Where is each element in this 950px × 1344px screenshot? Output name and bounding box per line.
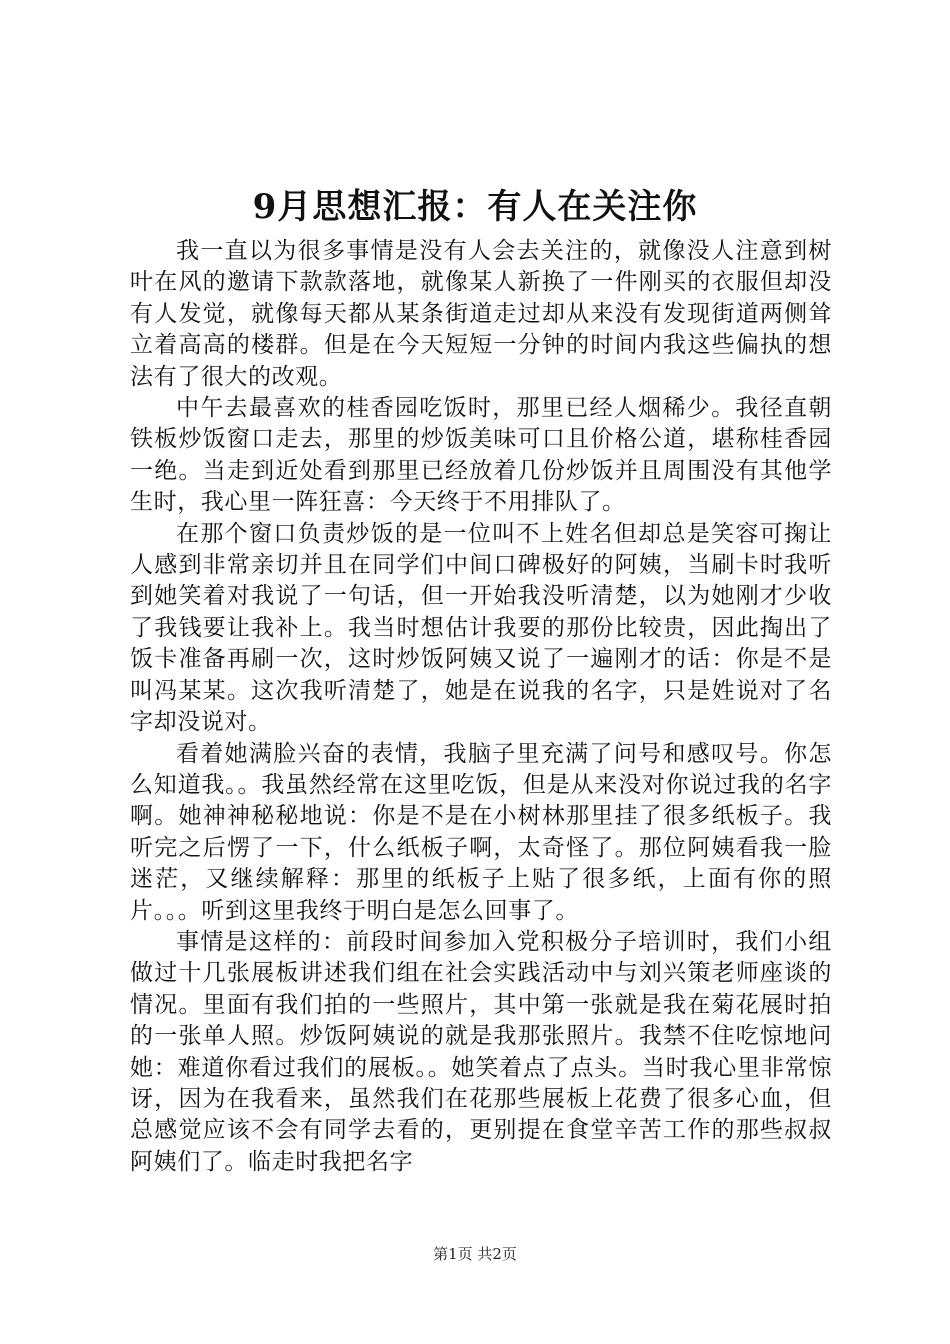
paragraph-3: 在那个窗口负责炒饭的是一位叫不上姓名但却总是笑容可掬让人感到非常亲切并且在同学们中间口碑极好的阿姨，当刷卡时我听到她笑着对我说了一句话，但一开始我没听清楚，以为她刚才少收了我钱要让我补上。我当时想估计我要的那份比较贵，因此掏出了饭卡准备再刷一次，这时炒饭阿姨又说了一遍刚才的话：你是不是叫冯某某。这次我听清楚了，她是在说我的名字，只是姓说对了名字却没说对。 (130, 520, 832, 736)
document-title: 9月思想汇报：有人在关注你 (252, 187, 698, 227)
document-body (130, 236, 832, 1178)
paragraph-5: 事情是这样的：前段时间参加入党积极分子培训时，我们小组做过十几张展板讲述我们组在社会实践活动中与刘兴策老师座谈的情况。里面有我们拍的一些照片，其中第一张就是我在菊花展时拍的一张单人照。炒饭阿姨说的就是我那张照片。我禁不住吃惊地问她：难道你看过我们的展板。。她笑着点了点头。当时我心里非常惊讶，因为在我看来，虽然我们在花那些展板上花费了很多心血，但总感觉应该不会有同学去看的，更别提在食堂辛苦工作的那些叔叔阿姨们了。临走时我把名字 (130, 928, 832, 1175)
paragraph-2: 中午去最喜欢的桂香园吃饭时，那里已经人烟稀少。我径直朝铁板炒饭窗口走去，那里的炒饭美味可口且价格公道，堪称桂香园一绝。当走到近处看到那里已经放着几份炒饭并且周围没有其他学生时，我心里一阵狂喜：今天终于不用排队了。 (130, 395, 832, 516)
paragraph-4: 看着她满脸兴奋的表情，我脑子里充满了问号和感叹号。你怎么知道我。。我虽然经常在这里吃饭，但是从来没对你说过我的名字啊。她神神秘秘地说：你是不是在小树林那里挂了很多纸板子。我听完之后愣了一下，什么纸板子啊，太奇怪了。那位阿姨看我一脸迷茫，又继续解释：那里的纸板子上贴了很多纸，上面有你的照片。。。听到这里我终于明白是怎么回事了。 (130, 740, 832, 924)
paragraph-1: 我一直以为很多事情是没有人会去关注的，就像没人注意到树叶在风的邀请下款款落地，就像某人新换了一件刚买的衣服但却没有人发觉，就像每天都从某条街道走过却从来没有发现街道两侧耸立着高高的楼群。但是在今天短短一分钟的时间内我这些偏执的想法有了很大的改观。 (130, 238, 832, 390)
page-number-footer: 第1页 共2页 (433, 1245, 517, 1263)
